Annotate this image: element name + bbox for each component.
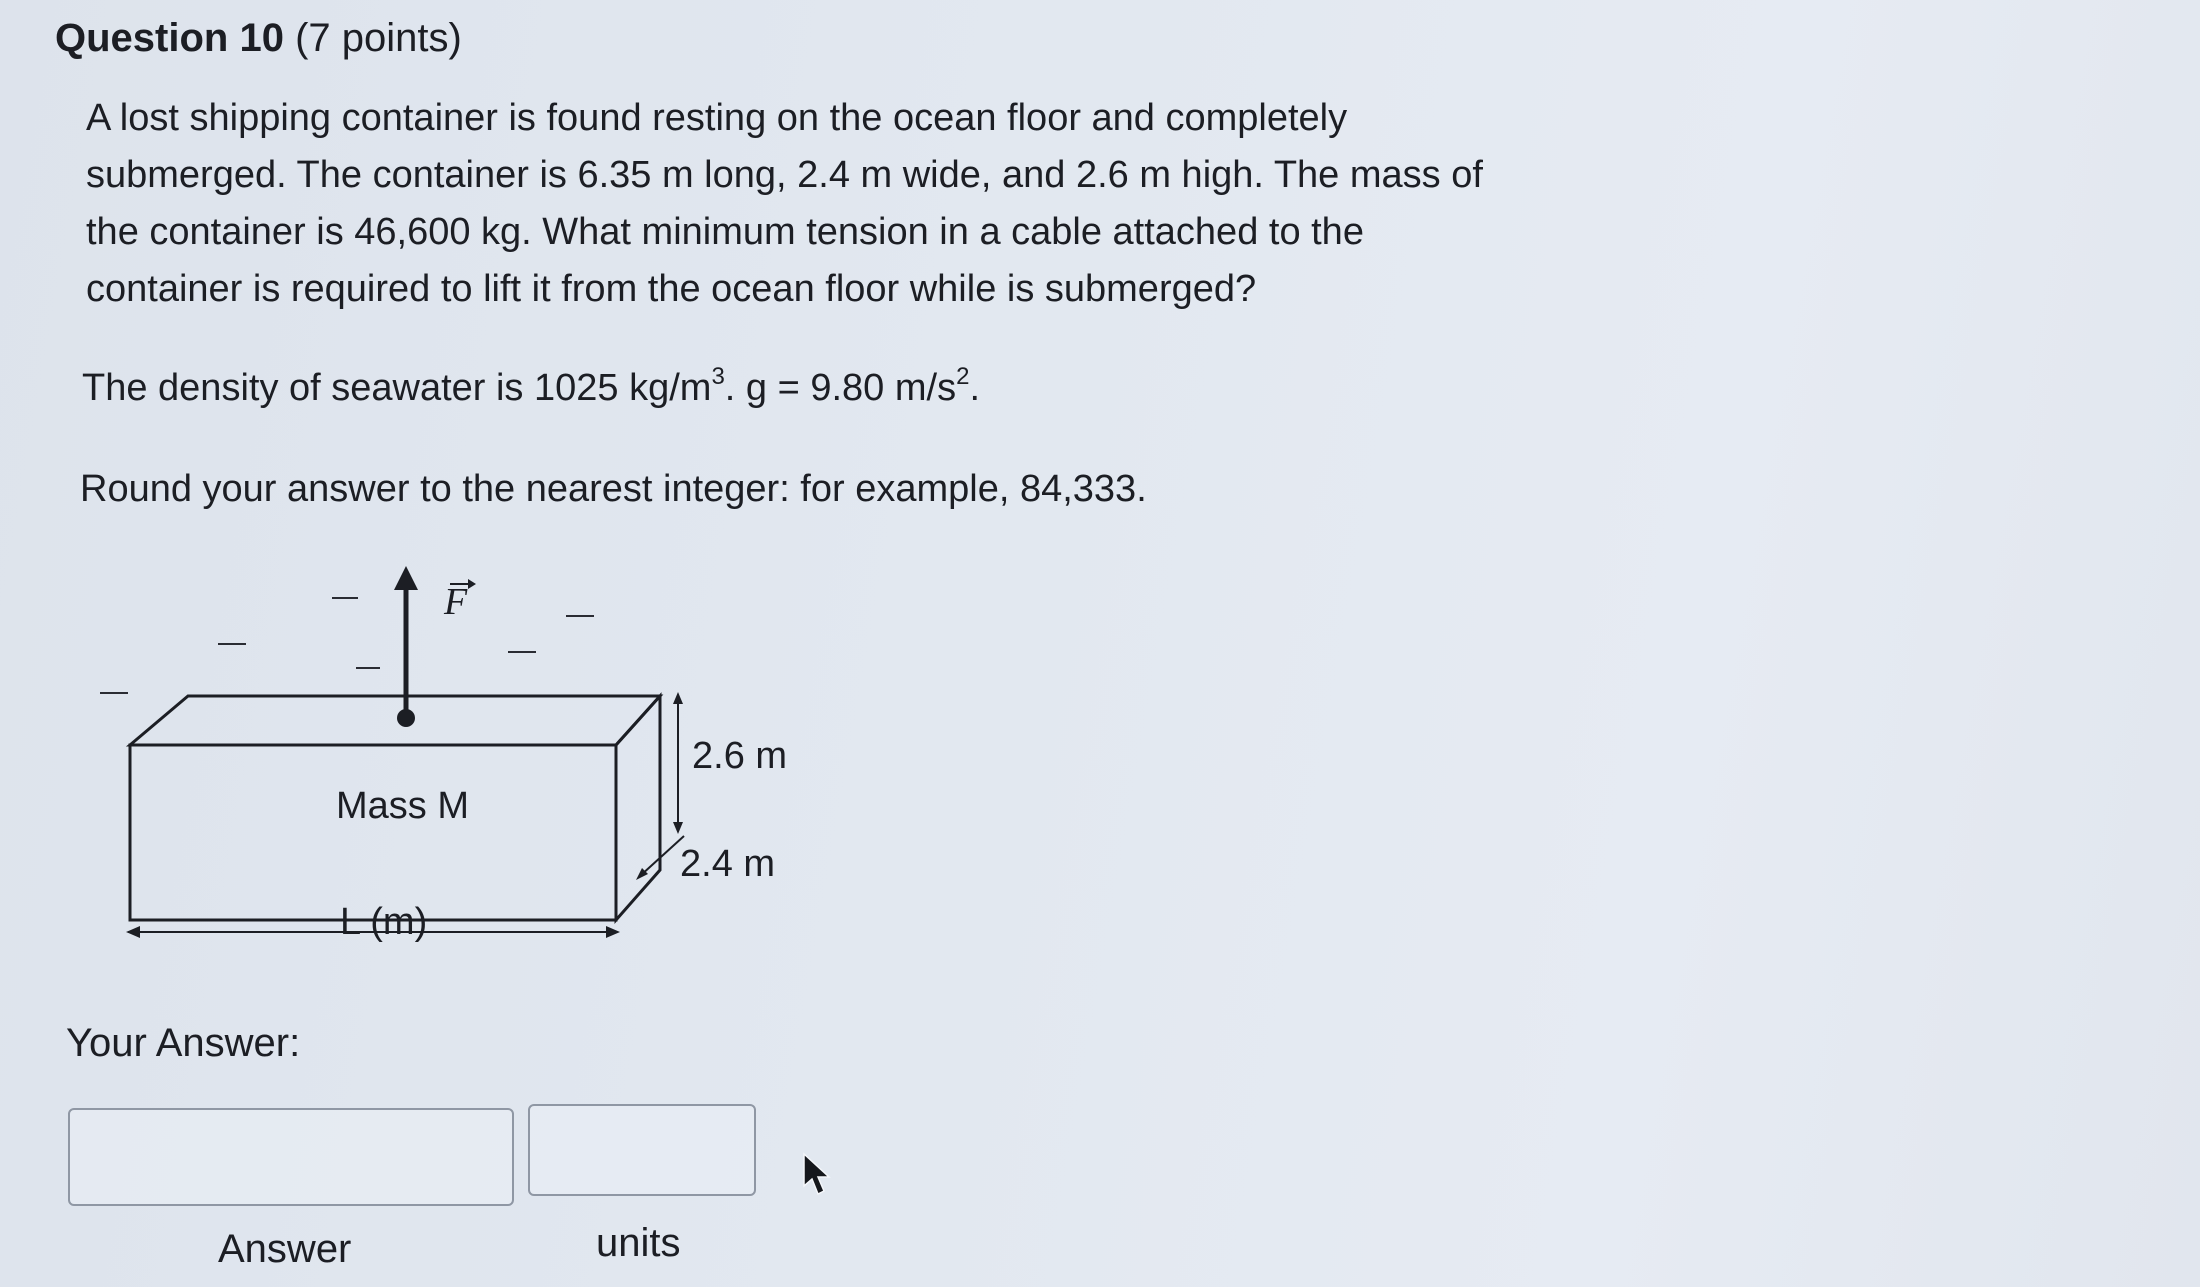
answer-field-label: Answer xyxy=(218,1227,352,1271)
force-label: F xyxy=(444,581,468,623)
box-top-face xyxy=(130,696,660,745)
rounding-instruction: Round your answer to the nearest integer: for example, 84,333. xyxy=(80,468,1147,510)
box-front-face xyxy=(130,745,616,920)
density-prefix: The density of seawater is 1025 kg/m xyxy=(82,367,712,409)
water-dash-marks xyxy=(100,598,594,932)
length-arrow-left xyxy=(126,926,140,938)
force-application-point xyxy=(397,709,415,727)
container-diagram xyxy=(0,540,900,980)
width-label: 2.4 m xyxy=(680,843,776,885)
question-text xyxy=(86,90,1556,318)
height-label: 2.6 m xyxy=(692,735,788,777)
answer-input[interactable] xyxy=(68,1108,514,1206)
question-text-line: the container is 46,600 kg. What minimum tension in a cable attached to the xyxy=(86,211,1364,253)
length-arrow-right xyxy=(606,926,620,938)
question-title: Question 10 xyxy=(55,16,284,60)
mass-label: Mass M xyxy=(336,785,469,827)
length-label: L (m) xyxy=(340,901,428,943)
force-arrowhead xyxy=(394,566,418,590)
vector-arrow-head-icon xyxy=(468,579,476,589)
density-statement xyxy=(82,360,980,416)
question-header xyxy=(55,14,462,62)
density-exponent: 3 xyxy=(711,363,725,390)
question-points: (7 points) xyxy=(295,16,462,60)
question-text-line: submerged. The container is 6.35 m long, 2.4 m wide, and 2.6 m high. The mass of xyxy=(86,154,1483,196)
density-suffix: . xyxy=(969,367,981,409)
height-arrow-top xyxy=(673,692,683,704)
mouse-cursor-icon xyxy=(802,1152,836,1198)
gravity-text: . g = 9.80 m/s xyxy=(724,367,957,409)
question-text-line: A lost shipping container is found resting on the ocean floor and completely xyxy=(86,97,1348,139)
box-side-face xyxy=(616,696,660,920)
units-field-label: units xyxy=(596,1221,681,1265)
your-answer-heading: Your Answer: xyxy=(66,1021,301,1065)
units-input[interactable] xyxy=(528,1104,756,1196)
height-arrow-bottom xyxy=(673,822,683,834)
width-dimension-line xyxy=(640,836,684,876)
gravity-exponent: 2 xyxy=(956,363,970,390)
question-text-line: container is required to lift it from the ocean floor while is submerged? xyxy=(86,268,1257,310)
